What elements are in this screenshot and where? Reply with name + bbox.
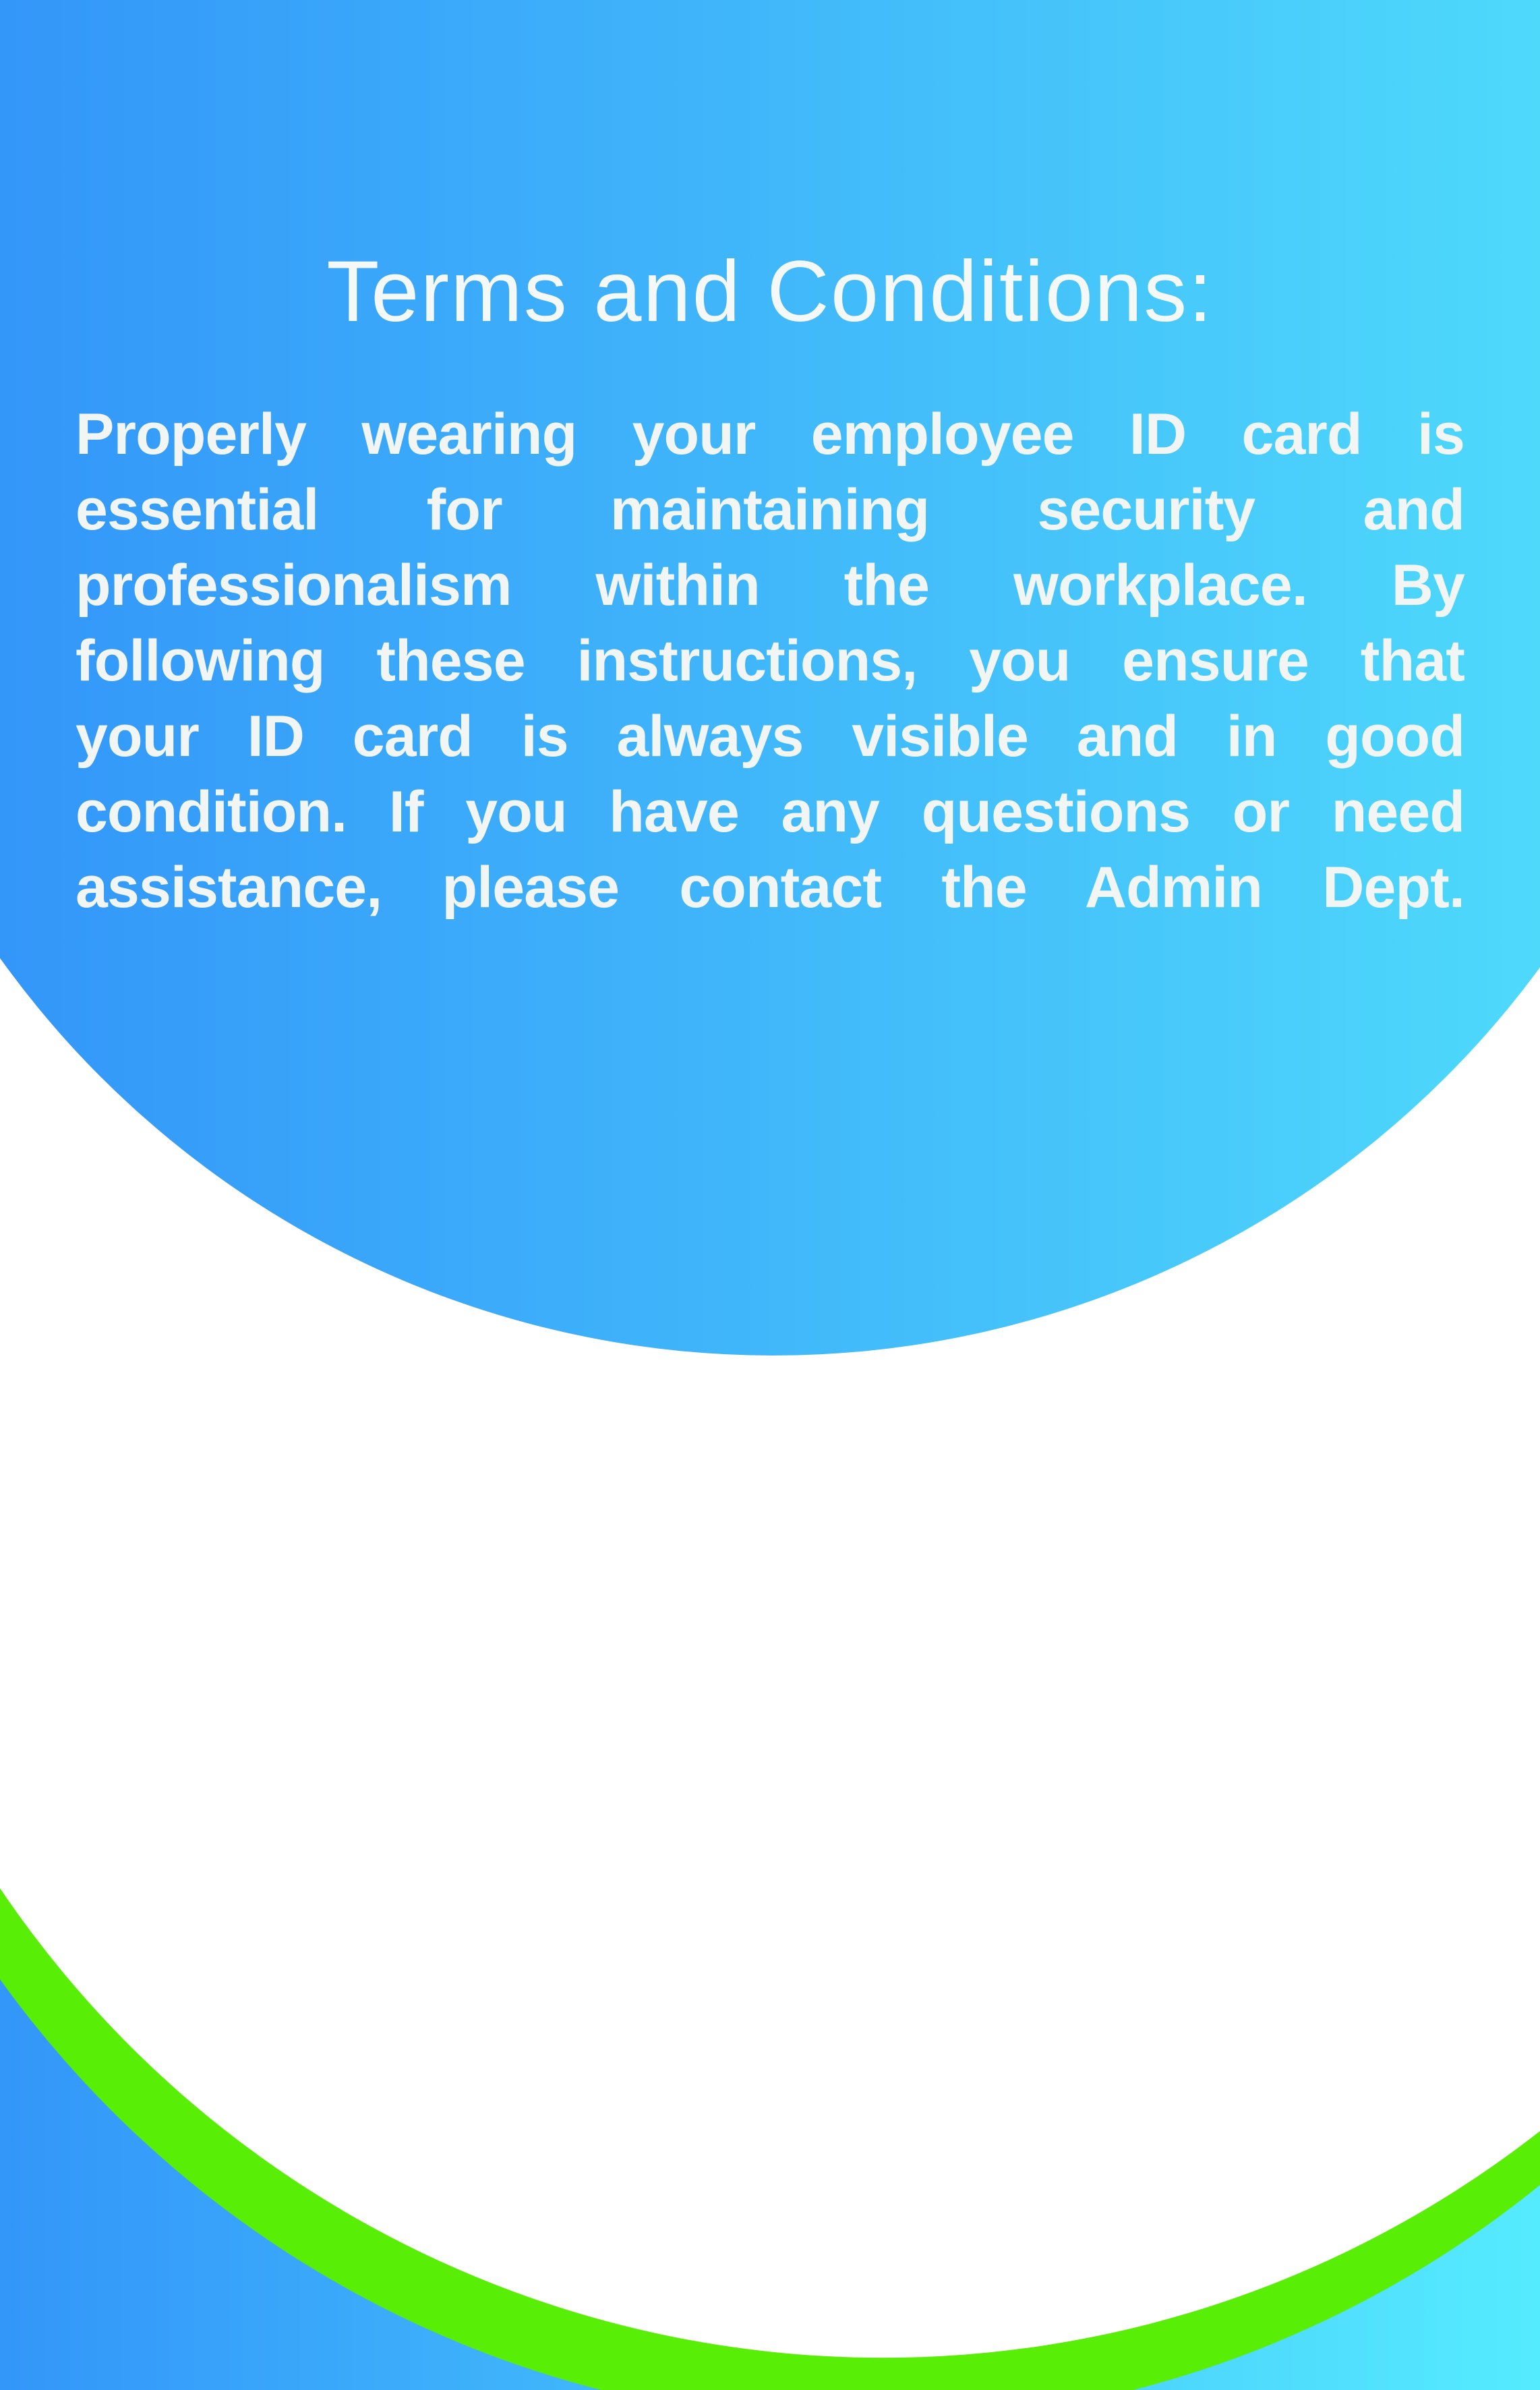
- body-line: your ID card is always visible and in good: [76, 704, 1464, 769]
- body-line: assistance, please contact the Admin Dept.: [76, 855, 1464, 920]
- body-line: condition. If you have any questions or need: [76, 780, 1464, 844]
- body-line: essential for maintaining security and: [76, 477, 1464, 542]
- body-paragraph: [76, 397, 1464, 925]
- body-line: professionalism within the workplace. By: [76, 553, 1464, 618]
- page-title: Terms and Conditions:: [326, 243, 1214, 340]
- body-line: Properly wearing your employee ID card is: [76, 402, 1464, 467]
- body-line: following these instructions, you ensure that: [76, 629, 1464, 693]
